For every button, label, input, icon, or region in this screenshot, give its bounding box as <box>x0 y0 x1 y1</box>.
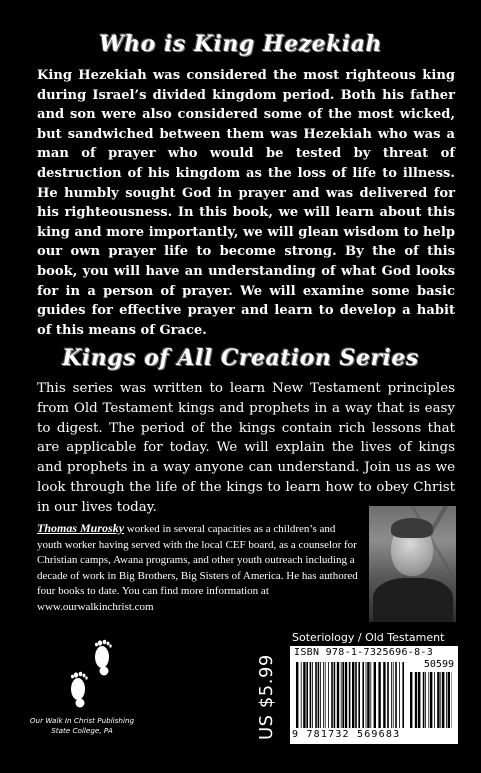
author-photo <box>369 506 456 622</box>
publisher-info <box>20 716 144 736</box>
author-name: Thomas Murosky <box>37 521 125 535</box>
footprints-logo-icon <box>56 635 126 715</box>
publisher-location: State College, PA <box>51 726 113 735</box>
price-code-text: 50599 <box>423 659 454 670</box>
author-bio <box>37 521 361 615</box>
isbn-text: ISBN 978-1-7325696-8-3 <box>294 647 434 658</box>
barcode-main-bars <box>296 662 404 728</box>
publisher-name: Our Walk In Christ Publishing <box>29 716 135 725</box>
price-label: US $5.99 <box>256 654 277 740</box>
author-bio-text: worked in several capacities as a children’s and youth worker having served with the local CEF board, as a counselor for Christian camps, Awana programs, and other youth outreach including a decade of work in Big Brothers, Big Sisters of America. He has authored four books to date. You can find more information at www.ourwalkinchrist.com <box>37 523 358 613</box>
barcode-panel <box>290 646 458 744</box>
barcode-number-text: 9 781732 569683 <box>292 729 401 740</box>
description-paragraph: King Hezekiah was considered the most righteous king during Israel’s divided kingdom period. Both his father and son were also considered some of the most wicked, but sandwiched between them was Hezekiah who was a man of prayer who would be tested by threat of destruction of his kingdom as the loss of life to illness. He humbly sought God in prayer and was delivered for his righteousness. In this book, we will learn about this king and more importantly, we will glean wisdom to help our own prayer life to become strong. By the of this book, you will have an understanding of what God looks for in a person of prayer. We will examine some basic guides for effective prayer and learn to develop a habit of this means of Grace. <box>37 68 455 338</box>
subject-category: Soteriology / Old Testament <box>292 631 445 644</box>
barcode-addon-bars <box>410 672 452 728</box>
series-paragraph: This series was written to learn New Testament principles from Old Testament kings and prophets in a way that is easy to digest. The period of the kings contain rich lessons that are applicable for today. We will explain the lives of kings and prophets in a way anyone can understand. Join us as we look through the life of the kings to learn how to obey Christ in our lives today. <box>37 381 455 515</box>
section-title-who-is-king-hezekiah: Who is King Hezekiah <box>98 31 383 57</box>
section-title-series: Kings of All Creation Series <box>62 345 419 371</box>
